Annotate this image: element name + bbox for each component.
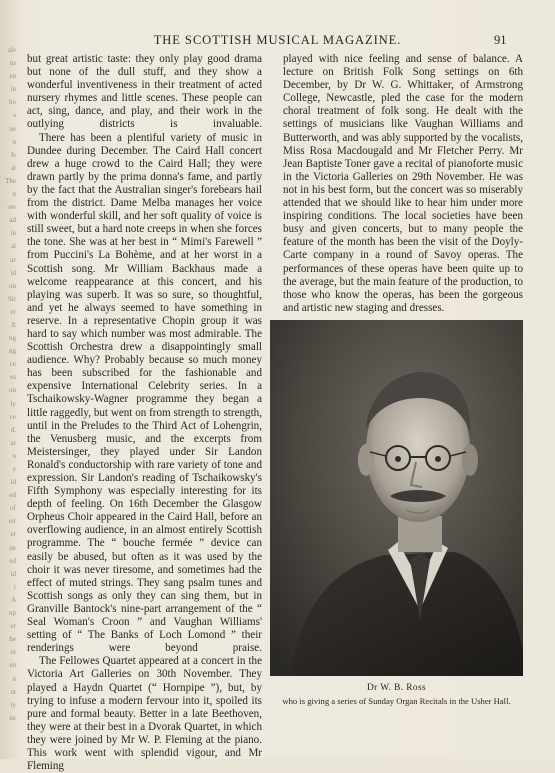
page-number: 91: [494, 33, 507, 47]
facing-page-bleed: ale ns en in ho a ne n Is at The n ow ad in al ur id on Sir er It ng ng ce es on ly ve d, ar n e id ed of eir er ne ed id t A up er he ot en n ut ly ne: [5, 46, 16, 722]
paragraph: The Fellowes Quartet appeared at a concert in the Victoria Art Galleries on 30th November. They played a Haydn Quartet (“ Hornpipe ”), but, by trying to infuse a modern fervour into it, spoiled its pure and formal beauty. Better in a late Beethoven, they were at their best in a Dvorak Quartet, in which they were joined by Mr W. P. Fleming at the piano. This work went with splendid vigour, and Mr Fleming: [27, 655, 262, 773]
portrait-image: [270, 320, 523, 676]
photo-caption-name: Dr W. B. Ross: [366, 683, 427, 693]
paragraph: but great artistic taste: they only play good drama but none of the dull stuff, and they show a wonderful inventiveness in their treatment of acted nursery rhymes and little scenes. These people can act, sing, dance, and play, and their work in the outlying districts is invaluable.: [27, 53, 262, 131]
photo-caption-description: who is giving a series of Sunday Organ Recitals in the Usher Hall.: [282, 696, 511, 706]
portrait-photo: [270, 320, 523, 676]
paragraph: played with nice feeling and sense of balance. A lecture on British Folk Song settings on 6th December, by Dr W. G. Whittaker, of Armstrong College, Newcastle, pled the case for the modern choral treatment of folk song. He dealt with the settings of musicians like Vaughan Williams and Butterworth, and was ably supported by the vocalists, Miss Rosa Macdougald and Mr Fletcher Perry. Mr Jean Baptiste Toner gave a recital of pianoforte music in the Victoria Galleries on 29th November. He was not in his best form, but the concert was so miserably attended that we should like to hear him under more inspiring conditions. The local societies have been busy and given concerts, but to many people the feature of the month has been the visit of the Doyly-Carte company in a round of Savoy operas. The performances of these operas have been quite up to the average, but the main feature of the production, to those who know the operas, has been the gorgeous and artistic new staging and dresses.: [283, 53, 523, 314]
running-header: [0, 33, 555, 47]
magazine-title: THE SCOTTISH MUSICAL MAGAZINE.: [153, 33, 402, 47]
right-column: [283, 53, 523, 315]
paragraph: There has been a plentiful variety of music in Dundee during December. The Caird Hall concert drew a huge crowd to the Caird Hall; they were drawn partly by the prima donna's fame, and partly by the fact that the Australian singer's forebears hail from the district. Dame Melba manages her voice with wonderful skill, and her soft quality of voice is still sweet, but a hard note creeps in when she forces the tone. She was at her best in “ Mimi's Farewell ” from Puccini's La Bohème, and at her worst in a Scottish song. Mr William Backhaus made a welcome reappearance at this concert, and his playing was superb. It was so sure, so thoughtful, and yet he always seemed to have something in reserve. In a representative Chopin group it was hard to say which number was most admirable. The Scottish Orchestra drew a disappointingly small audience. Why? Probably because so much money has been subscribed for the fashionable and expensive International Celebrity series. In a Tschaikowsky-Wagner programme they began a little raggedly, but went on from strength to strength, until in the Preludes to the Third Act of Lohengrin, the Venusberg music, and the excerpts from Meistersinger, they played under Sir Landon Ronald's conductorship with rare variety of tone and expression. Sir Landon's reading of Tschaikowsky's Fifth Symphony was especially interesting for its depth of feeling. On 16th December the Glasgow Orpheus Choir appeared in the Caird Hall, before an overflowing audience, in an almost entirely Scottish programme. The “ bouche fermée ” device can easily be abused, but often as it was used by the choir it was never tiresome, and sometimes had the effect of muted strings. They sang psalm tunes and Scottish songs as only they can sing them, but in Granville Bantock's nine-part arrangement of the “ Seal Woman's Croon ” and Vaughan Williams' setting of “ The Banks of Loch Lomond ” their renderings were beyond praise.: [27, 131, 262, 655]
left-column: [27, 53, 262, 773]
